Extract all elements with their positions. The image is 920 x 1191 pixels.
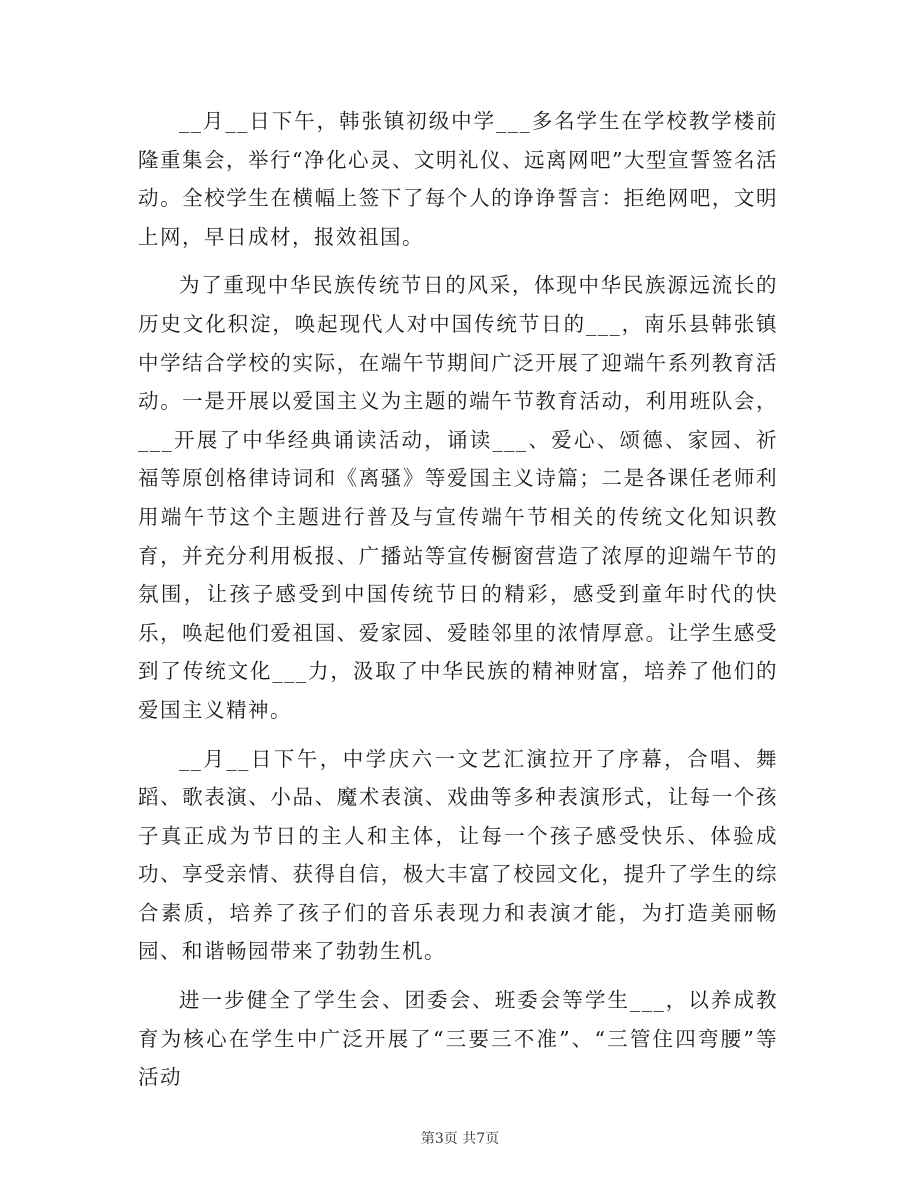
paragraph-2: 为了重现中华民族传统节日的风采，体现中华民族源远流长的历史文化积淀，唤起现代人对中国传统节日的___，南乐县韩张镇中学结合学校的实际，在端午节期间广泛开展了迎端午系列教育活动。一是开展以爱国主义为主题的端午节教育活动，利用班队会，___开展了中华经典诵读活动，诵读___、爱心、颂德、家园、祈福等原创格律诗词和《离骚》等爱国主义诗篇；二是各课任老师利用端午节这个主题进行普及与宣传端午节相关的传统文化知识教育，并充分利用板报、广播站等宣传橱窗营造了浓厚的迎端午节的氛围，让孩子感受到中国传统节日的精彩，感受到童年时代的快乐，唤起他们爱祖国、爱家园、爱睦邻里的浓情厚意。让学生感受到了传统文化___力，汲取了中华民族的精神财富，培养了他们的爱国主义精神。 (138, 273, 778, 722)
document-body (138, 102, 778, 1107)
paragraph-1: __月__日下午，韩张镇初级中学___多名学生在学校教学楼前隆重集会，举行“净化心灵、文明礼仪、远离网吧”大型宣誓签名活动。全校学生在横幅上签下了每个人的诤诤誓言：拒绝网吧，文明上网，早日成材，报效祖国。 (138, 109, 778, 249)
paragraph-3: __月__日下午，中学庆六一文艺汇演拉开了序幕，合唱、舞蹈、歌表演、小品、魔术表演、戏曲等多种表演形式，让每一个孩子真正成为节日的主人和主体，让每一个孩子感受快乐、体验成功、享受亲情、获得自信，极大丰富了校园文化，提升了学生的综合素质，培养了孩子们的音乐表现力和表演才能，为打造美丽畅园、和谐畅园带来了勃勃生机。 (138, 746, 778, 964)
page-number-footer: 第3页 共7页 (420, 1131, 500, 1147)
paragraph-4: 进一步健全了学生会、团委会、班委会等学生___，以养成教育为核心在学生中广泛开展了“三要三不准”、“三管住四弯腰”等活动 (138, 988, 778, 1090)
